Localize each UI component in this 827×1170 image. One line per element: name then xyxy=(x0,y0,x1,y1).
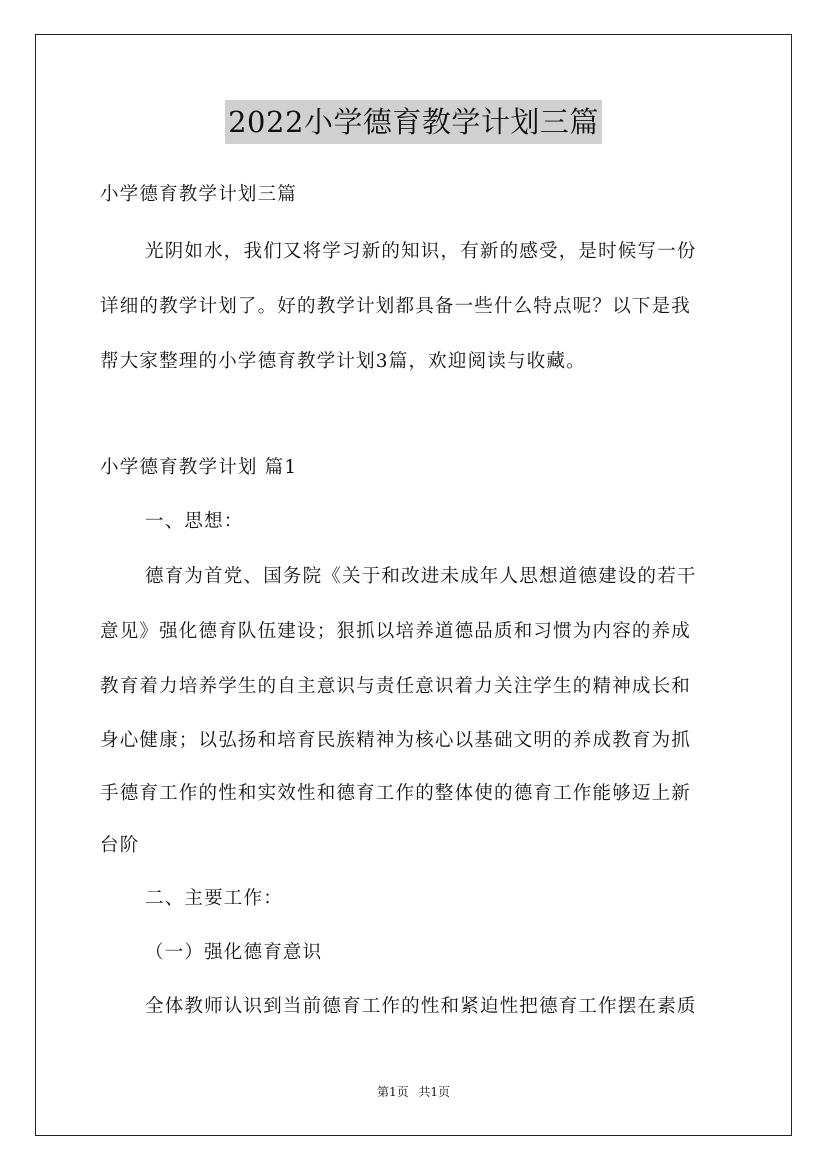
page-total: 共1页 xyxy=(418,1085,451,1099)
document-subtitle: 小学德育教学计划三篇 xyxy=(100,184,298,205)
intro-line: 帮大家整理的小学德育教学计划3篇，欢迎阅读与收藏。 xyxy=(100,351,586,372)
body-line: 德育为首党、国务院《关于和改进未成年人思想道德建设的若干 xyxy=(145,566,697,587)
item1-heading: 一、思想： xyxy=(145,511,244,532)
intro-line: 详细的教学计划了。好的教学计划都具备一些什么特点呢？以下是我 xyxy=(100,296,692,317)
body-line: 身心健康；以弘扬和培育民族精神为核心以基础文明的养成教育为抓 xyxy=(100,730,692,751)
body-line: 教育着力培养学生的自主意识与责任意识着力关注学生的精神成长和 xyxy=(100,676,692,697)
page-number: 第1页 xyxy=(376,1085,409,1099)
body-line: 意见》强化德育队伍建设；狠抓以培养道德品质和习惯为内容的养成 xyxy=(100,621,692,642)
body-line: 手德育工作的性和实效性和德育工作的整体使的德育工作能够迈上新 xyxy=(100,783,692,804)
section-heading: 小学德育教学计划 篇1 xyxy=(100,457,298,478)
page-footer xyxy=(0,1084,827,1100)
title-container xyxy=(0,100,827,144)
sub1-heading: （一）强化德育意识 xyxy=(145,942,323,963)
body-line: 全体教师认识到当前德育工作的性和紧迫性把德育工作摆在素质 xyxy=(145,996,697,1017)
intro-line: 光阴如水，我们又将学习新的知识，有新的感受，是时候写一份 xyxy=(145,241,697,262)
document-title: 2022小学德育教学计划三篇 xyxy=(225,100,602,144)
body-line: 台阶 xyxy=(100,835,140,856)
item2-heading: 二、主要工作： xyxy=(145,888,283,909)
